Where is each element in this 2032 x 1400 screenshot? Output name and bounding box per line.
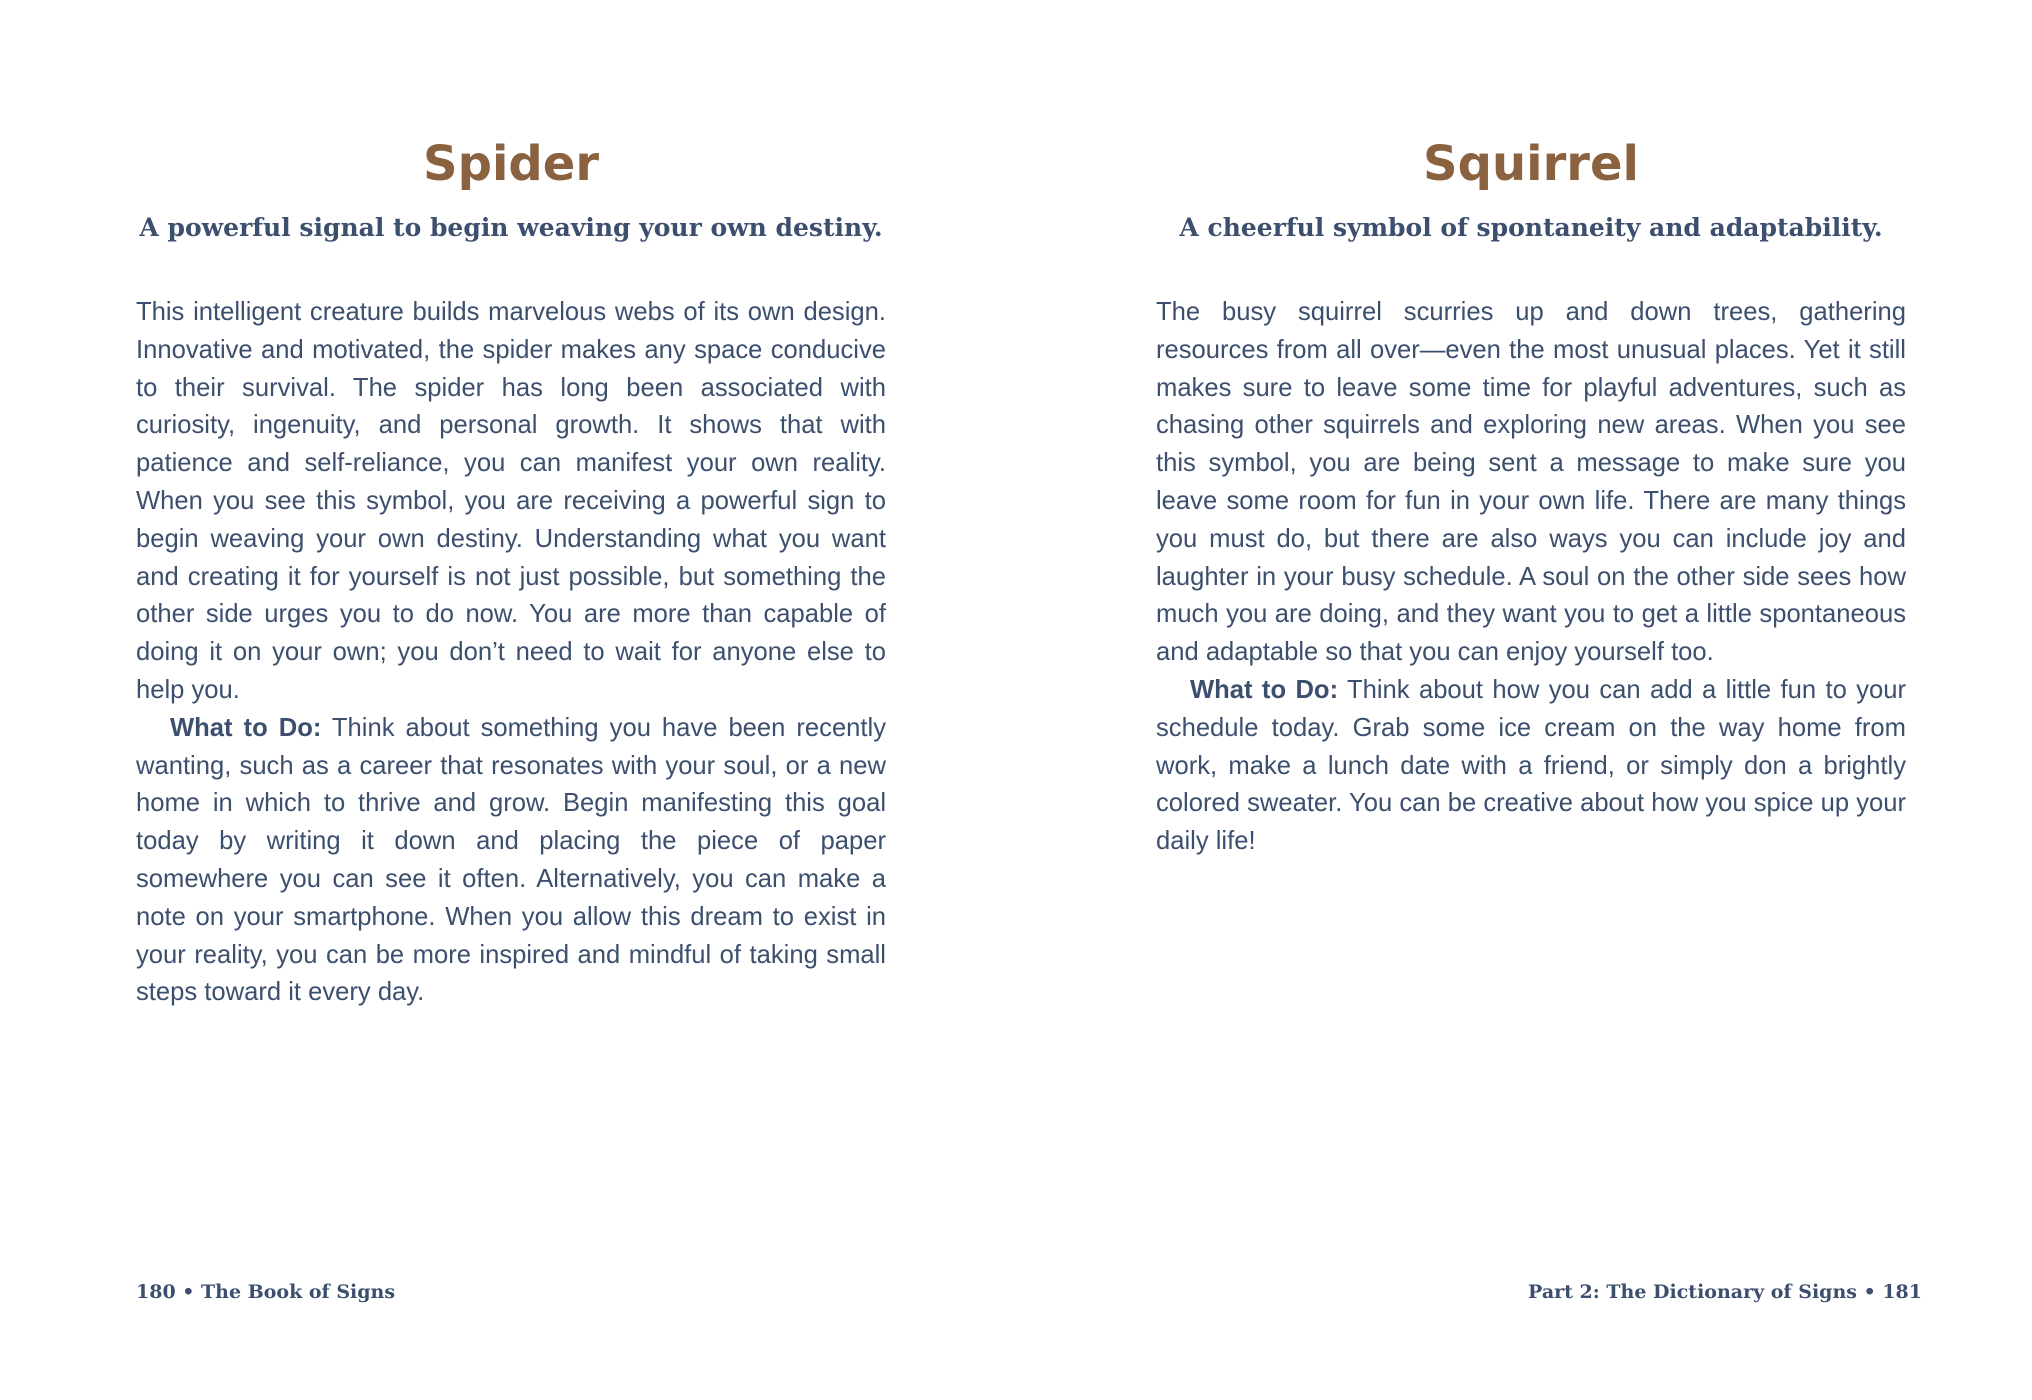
what-to-do-text: Think about how you can add a little fun to your schedule today. Grab some ice cream on the way home from work, make a lunch date with a friend, or simply don a brightly colored sweater. You can be creative about how you spice up your daily life! (1156, 675, 1906, 856)
right-page (1016, 0, 2032, 1400)
what-to-do-paragraph (136, 710, 886, 1012)
page-footer: 180 • The Book of Signs (136, 1281, 396, 1303)
page-subtitle: A powerful signal to begin weaving your own destiny. (139, 213, 883, 242)
what-to-do-label: What to Do: (170, 713, 322, 742)
body-text (1156, 294, 1906, 861)
page-title: Spider (423, 136, 599, 192)
what-to-do-paragraph (1156, 672, 1906, 861)
page-title: Squirrel (1423, 136, 1639, 192)
page-subtitle: A cheerful symbol of spontaneity and adaptability. (1179, 213, 1883, 242)
intro-paragraph: The busy squirrel scurries up and down trees, gathering resources from all over—even the most unusual places. Yet it still makes sure to leave some time for playful adventures, such as chasing other squirrels and exploring new areas. When you see this symbol, you are being sent a message to make sure you leave some room for fun in your own life. There are many things you must do, but there are also ways you can include joy and laughter in your busy schedule. A soul on the other side sees how much you are doing, and they want you to get a little spontaneous and adaptable so that you can enjoy yourself too. (1156, 298, 1906, 667)
page-footer: Part 2: The Dictionary of Signs • 181 (1528, 1281, 1922, 1303)
body-text (136, 294, 886, 1012)
what-to-do-label: What to Do: (1190, 675, 1339, 704)
intro-paragraph: This intelligent creature builds marvelous webs of its own design. Innovative and motivated, the spider makes any space conducive to their survival. The spider has long been associated with curiosity, ingenuity, and personal growth. It shows that with patience and self-reliance, you can manifest your own reality. When you see this symbol, you are receiving a powerful sign to begin weaving your own destiny. Understanding what you want and creating it for yourself is not just possible, but something the other side urges you to do now. You are more than capable of doing it on your own; you don’t need to wait for anyone else to help you. (136, 298, 886, 704)
what-to-do-text: Think about something you have been recently wanting, such as a career that resonates with your soul, or a new home in which to thrive and grow. Begin manifesting this goal today by writing it down and placing the piece of paper somewhere you can see it often. Alternatively, you can make a note on your smartphone. When you allow this dream to exist in your reality, you can be more inspired and mindful of taking small steps toward it every day. (136, 713, 887, 1007)
